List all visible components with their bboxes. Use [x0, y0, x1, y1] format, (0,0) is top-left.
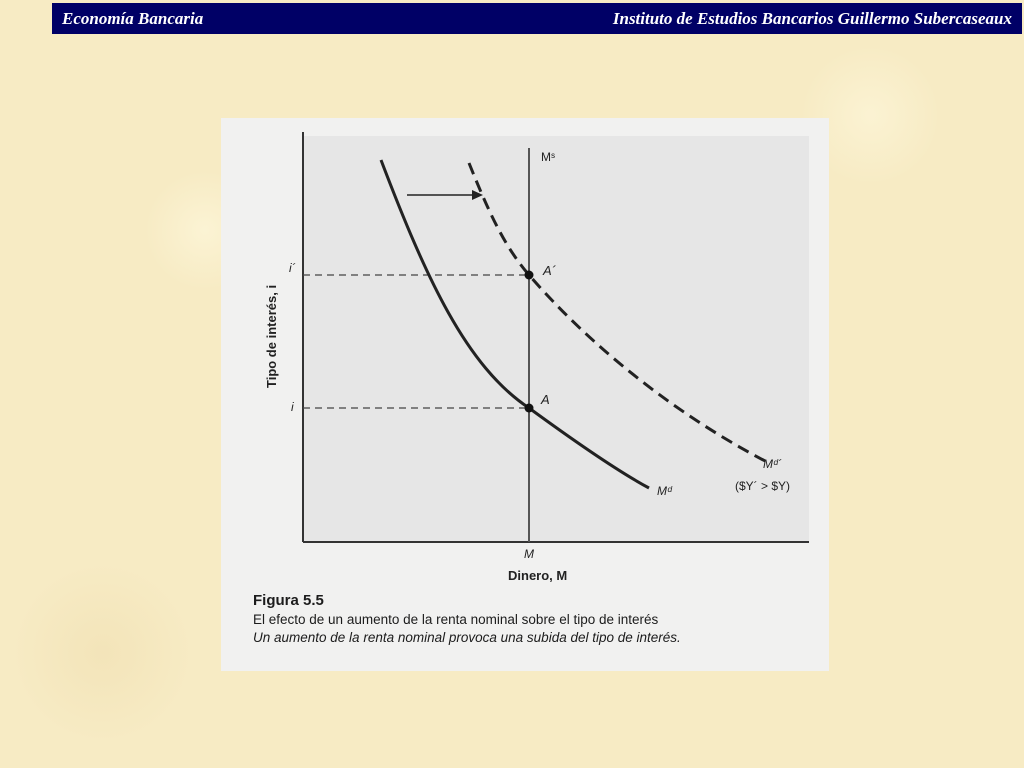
figure-scan: [221, 118, 829, 671]
tick-m: M: [524, 547, 534, 561]
point-a-prime-dot: [525, 271, 534, 280]
figure-caption: [253, 591, 813, 647]
header-right-title: Instituto de Estudios Bancarios Guillermo Subercaseaux: [612, 8, 1012, 28]
plot-area: [303, 136, 809, 541]
point-a-prime-label: A´: [543, 263, 556, 278]
money-demand-label: Mᵈ: [657, 484, 672, 498]
tick-i-prime: i´: [289, 261, 296, 275]
point-a-dot: [525, 404, 534, 413]
slide-header: [52, 3, 1022, 34]
caption-line-2: Un aumento de la renta nominal provoca una subida del tipo de interés.: [253, 630, 681, 645]
caption-line-1: El efecto de un aumento de la renta nominal sobre el tipo de interés: [253, 612, 659, 627]
header-left-title: Economía Bancaria: [62, 8, 204, 28]
money-demand-new-label: Mᵈ´: [763, 457, 782, 471]
caption-title: Figura 5.5: [253, 592, 324, 609]
x-axis-label: Dinero, M: [508, 568, 568, 583]
money-market-diagram: [221, 118, 829, 671]
money-demand-new-note: ($Y´ > $Y): [735, 479, 791, 493]
tick-i: i: [291, 400, 294, 414]
point-a-label: A: [541, 392, 550, 407]
y-axis-label: Tipo de interés, i: [264, 284, 279, 388]
money-supply-label: Mˢ: [541, 150, 556, 164]
